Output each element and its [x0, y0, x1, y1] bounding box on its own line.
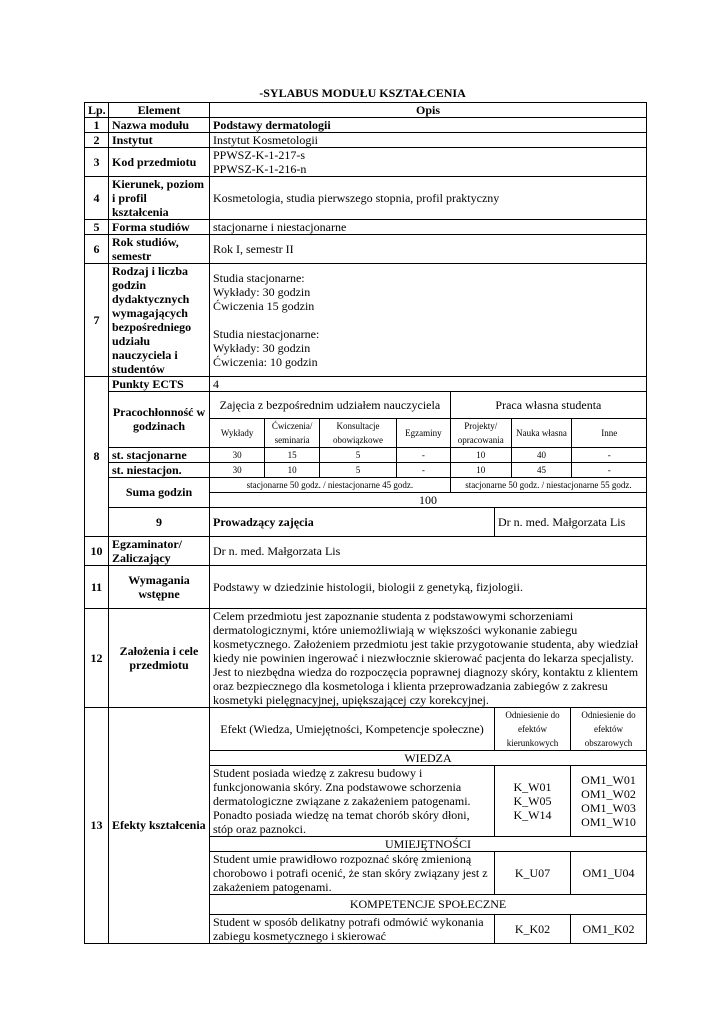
row-number: 4	[85, 177, 109, 220]
page-title: -SYLABUS MODUŁU KSZTAŁCENIA	[259, 86, 466, 100]
row-label: Rok studiów, semestr	[109, 235, 210, 264]
stationary-values: 30 15 5 - 10 40 -	[210, 447, 647, 462]
row-number: 11	[85, 565, 109, 608]
group-own: Praca własna studenta	[450, 392, 646, 418]
row-number: 6	[85, 235, 109, 264]
row-label: Kierunek, poziom i profil kształcenia	[109, 177, 210, 220]
skills-directional: K_U07	[495, 851, 571, 894]
effects-header: Efekt (Wiedza, Umiejętności, Kompetencje społeczne)	[210, 707, 495, 750]
competences-directional: K_K02	[495, 914, 571, 943]
row-number: 2	[85, 133, 109, 148]
row-label: Forma studiów	[109, 220, 210, 235]
col-header: Nauka własna	[511, 418, 572, 447]
row-label: Rodzaj i liczba godzin dydaktycznych wymagających bezpośredniego udziału nauczyciela i studentów	[109, 264, 210, 377]
sum-own: stacjonarne 50 godz. / niestacjonarne 55 godz.	[450, 478, 646, 493]
workload-table	[210, 392, 647, 448]
row-number: 3	[85, 148, 109, 177]
row-number: 7	[85, 264, 109, 377]
row-value: Instytut Kosmetologii	[210, 133, 647, 148]
col-header: Ćwiczenia/ seminaria	[265, 418, 320, 447]
effects-header-area: Odniesienie do efektów obszarowych	[571, 707, 647, 750]
section-competences: KOMPETENCJE SPOŁECZNE	[210, 894, 647, 914]
col-header: Egzaminy	[397, 418, 451, 447]
sum-direct: stacjonarne 50 godz. / niestacjonarne 45 godz.	[210, 478, 450, 493]
row-value: Podstawy w dziedzinie histologii, biologii z genetyką, fizjologii.	[210, 565, 647, 608]
ects-label: Punkty ECTS	[109, 377, 210, 392]
header-lp: Lp.	[85, 103, 109, 118]
nonstationary-values: 30 10 5 - 10 45 -	[210, 462, 647, 477]
effects-header-directional: Odniesienie do efektów kierunkowych	[495, 707, 571, 750]
knowledge-directional: K_W01 K_W05 K_W14	[495, 765, 571, 836]
row-label: Prowadzący zajęcia	[210, 507, 495, 536]
row-number: 9	[109, 507, 210, 536]
sum-total: 100	[419, 492, 438, 507]
row-label: Efekty kształcenia	[109, 707, 210, 943]
row-label: Egzaminator/ Zaliczający	[109, 536, 210, 565]
nonstationary-label: st. niestacjon.	[109, 462, 210, 477]
col-header: Projekty/ opracowania	[450, 418, 511, 447]
knowledge-area: OM1_W01 OM1_W02 OM1_W03 OM1_W10	[571, 765, 647, 836]
header-element: Element	[109, 103, 210, 118]
section-knowledge: WIEDZA	[210, 750, 647, 765]
row-number: 1	[85, 118, 109, 133]
row-number: 10	[85, 536, 109, 565]
row-label: Założenia i cele przedmiotu	[109, 608, 210, 707]
row-value: Kosmetologia, studia pierwszego stopnia, profil praktyczny	[210, 177, 647, 220]
row-number: 12	[85, 608, 109, 707]
row-number: 8	[85, 377, 109, 537]
group-direct: Zajęcia z bezpośrednim udziałem nauczyciela	[210, 392, 450, 418]
col-header: Wykłady	[210, 418, 265, 447]
row-number: 13	[85, 707, 109, 943]
col-header: Inne	[572, 418, 646, 447]
header-opis: Opis	[210, 103, 647, 118]
knowledge-text: Student posiada wiedzę z zakresu budowy i funkcjonowania skóry. Zna podstawowe schorzenia dermatologiczne związane z zakażeniem patogenami. Ponadto posiada wiedzę na temat chorób skóry dłoni, stóp oraz paznokci.	[210, 765, 495, 836]
section-skills: UMIEJĘTNOŚCI	[210, 836, 647, 851]
row-value: Celem przedmiotu jest zapoznanie studenta z podstawowymi schorzeniami dermatologicznymi, które uniemożliwiają w większości wykonanie zabiegu kosmetycznego. Założeniem przedmiotu jest takie przygotowanie studenta, aby wiedział kiedy nie powinien ingerować i niezwłocznie skierować pacjenta do lekarza specjalisty. Jest to niezbędna wiedza do rozpoczęcia poprawnej diagnozy skóry, kontaktu z klientem oraz bezpiecznego dla kosmetologa i klienta przeprowadzania zabiegów z zakresu kosmetyki pielęgnacyjnej, upiększającej czy korekcyjnej.	[210, 608, 647, 707]
skills-text: Student umie prawidłowo rozpoznać skórę zmienioną chorobowo i potrafi ocenić, że stan skóry związany jest z zakażeniem patogenami.	[210, 851, 495, 894]
row-value: Podstawy dermatologii	[210, 118, 647, 133]
competences-text: Student w sposób delikatny potrafi odmówić wykonania zabiegu kosmetycznego i skierować	[210, 914, 495, 943]
col-header: Konsultacje obowiązkowe	[319, 418, 396, 447]
row-value: Dr n. med. Małgorzata Lis	[495, 507, 647, 536]
sum-values	[210, 477, 647, 507]
row-value: Dr n. med. Małgorzata Lis	[210, 536, 647, 565]
row-value: Studia stacjonarne: Wykłady: 30 godzin Ćwiczenia 15 godzin Studia niestacjonarne: Wykłady: 30 godzin Ćwiczenia: 10 godzin	[210, 264, 647, 377]
row-value: Rok I, semestr II	[210, 235, 647, 264]
row-label: Wymagania wstępne	[109, 565, 210, 608]
sum-label: Suma godzin	[109, 477, 210, 507]
row-value: stacjonarne i niestacjonarne	[210, 220, 647, 235]
row-value: PPWSZ-K-1-217-s PPWSZ-K-1-216-n	[210, 148, 647, 177]
row-label: Instytut	[109, 133, 210, 148]
skills-area: OM1_U04	[571, 851, 647, 894]
ects-value: 4	[210, 377, 647, 392]
workload-label: Pracochłonność w godzinach	[109, 392, 210, 448]
syllabus-table	[84, 102, 647, 944]
stationary-label: st. stacjonarne	[109, 447, 210, 462]
row-number: 5	[85, 220, 109, 235]
row-label: Kod przedmiotu	[109, 148, 210, 177]
row-label: Nazwa modułu	[109, 118, 210, 133]
competences-area: OM1_K02	[571, 914, 647, 943]
